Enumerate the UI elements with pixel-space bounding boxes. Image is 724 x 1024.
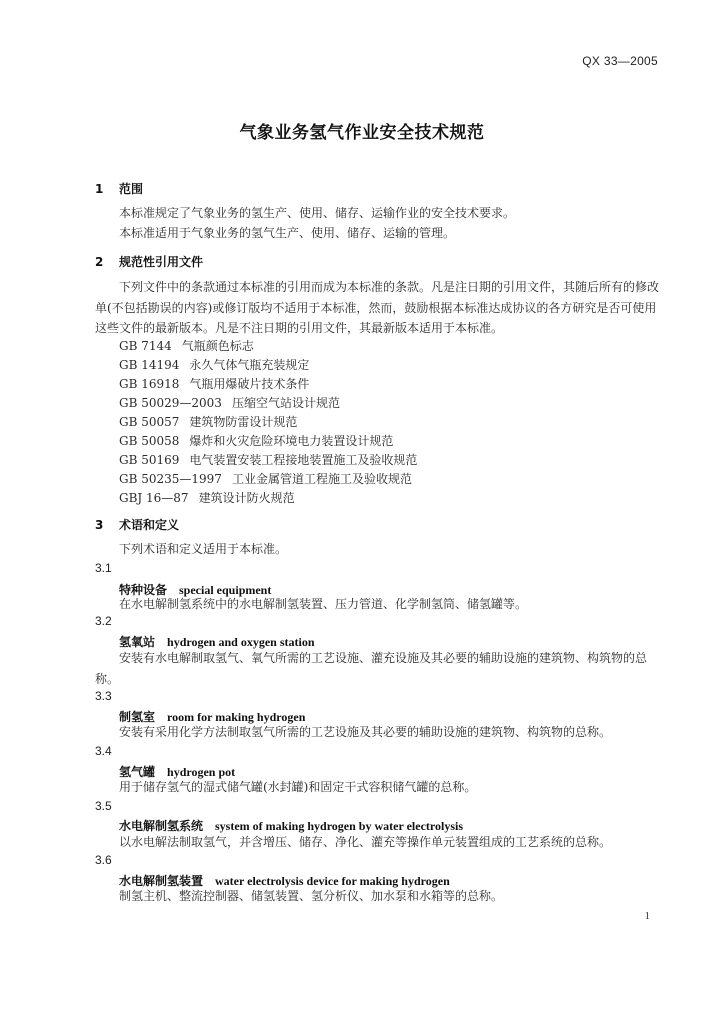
term-definition: 用于储存氢气的湿式储气罐(水封罐)和固定干式容积储气罐的总称。 <box>119 780 477 794</box>
section-heading-3 <box>95 516 179 533</box>
section-heading-1 <box>95 180 143 197</box>
reference-code: GB 16918 <box>119 377 180 391</box>
document-title: 气象业务氢气作业安全技术规范 <box>239 123 485 143</box>
section-number: 3 <box>95 518 104 532</box>
reference-name: 气瓶颜色标志 <box>181 339 254 353</box>
reference-code: GB 50169 <box>119 453 180 467</box>
reference-code: GB 50058 <box>119 434 180 448</box>
term-chinese: 特种设备 <box>119 583 168 597</box>
section-number: 1 <box>95 182 104 196</box>
term-number: 3.3 <box>95 689 112 703</box>
reference-name: 电气装置安装工程接地装置施工及验收规范 <box>189 453 418 467</box>
normative-references-intro: 下列文件中的条款通过本标准的引用而成为本标准的条款。凡是注日期的引用文件，其随后所有的修改单(不包括勘误的内容)或修订版均不适用于本标准，然而，鼓励根据本标准达成协议的各方研究是否可使用这些文件的最新版本。凡是不注日期的引用文件，其最新版本适用于本标准。 <box>95 280 660 335</box>
reference-name: 爆炸和火灾危险环境电力装置设计规范 <box>189 434 394 448</box>
reference-item <box>119 489 295 506</box>
reference-code: GBJ 16—87 <box>119 491 189 505</box>
reference-item <box>119 413 297 430</box>
reference-code: GB 7144 <box>119 339 172 353</box>
section-number: 2 <box>95 255 104 269</box>
terms-intro: 下列术语和定义适用于本标准。 <box>119 542 288 556</box>
reference-item <box>119 451 417 468</box>
reference-code: GB 50029—2003 <box>119 396 222 410</box>
reference-name: 工业金属管道工程施工及验收规范 <box>231 472 412 486</box>
reference-name: 压缩空气站设计规范 <box>231 396 340 410</box>
term-definition: 安装有采用化学方法制取氢气所需的工艺设施及其必要的辅助设施的建筑物、构筑物的总称。 <box>119 725 612 739</box>
term-english: room for making hydrogen <box>167 710 306 724</box>
reference-name: 建筑设计防火规范 <box>198 491 295 505</box>
standard-number: QX 33—2005 <box>582 54 658 68</box>
scope-paragraph-2: 本标准适用于气象业务的氢气生产、使用、储存、运输的管理。 <box>119 226 456 240</box>
term-english: hydrogen and oxygen station <box>167 635 315 649</box>
term-chinese: 氢气罐 <box>119 765 156 779</box>
term-number: 3.1 <box>95 561 112 575</box>
reference-code: GB 50057 <box>119 415 180 429</box>
scope-paragraph-1: 本标准规定了气象业务的氢生产、使用、储存、运输作业的安全技术要求。 <box>119 206 516 220</box>
term-number: 3.2 <box>95 614 112 628</box>
reference-name: 永久气体气瓶充装规定 <box>189 358 310 372</box>
term-definition: 以水电解法制取氢气，并含增压、储存、净化、灌充等操作单元装置组成的工艺系统的总称。 <box>119 835 612 849</box>
term-number: 3.5 <box>95 799 112 813</box>
term-definition: 在水电解制氢系统中的水电解制氢装置、压力管道、化学制氢筒、储氢罐等。 <box>119 597 528 611</box>
page-number: 1 <box>644 910 650 922</box>
reference-item <box>119 394 340 411</box>
section-title: 术语和定义 <box>119 518 180 532</box>
term-english: water electrolysis device for making hydrogen <box>215 874 450 888</box>
reference-item <box>119 356 309 373</box>
reference-code: GB 50235—1997 <box>119 472 222 486</box>
term-definition: 制氢主机、整流控制器、储氢装置、氢分析仪、加水泵和水箱等的总称。 <box>119 889 504 903</box>
term-english: special equipment <box>179 583 272 597</box>
term-chinese: 水电解制氢系统 <box>119 819 204 833</box>
reference-item <box>119 432 393 449</box>
term-chinese: 水电解制氢装置 <box>119 874 204 888</box>
term-definition: 安装有水电解制取氢气、氧气所需的工艺设施、灌充设施及其必要的辅助设施的建筑物、构筑物的总称。 <box>95 651 648 686</box>
reference-item <box>119 375 309 392</box>
section-title: 规范性引用文件 <box>119 255 204 269</box>
section-heading-2 <box>95 253 203 270</box>
term-chinese: 氢氧站 <box>119 635 156 649</box>
term-number: 3.4 <box>95 744 112 758</box>
term-chinese: 制氢室 <box>119 710 156 724</box>
reference-name: 气瓶用爆破片技术条件 <box>189 377 310 391</box>
reference-item <box>119 470 412 487</box>
section-title: 范围 <box>119 182 144 196</box>
reference-item <box>119 337 254 354</box>
term-english: hydrogen pot <box>167 765 236 779</box>
term-number: 3.6 <box>95 853 112 867</box>
term-english: system of making hydrogen by water electrolysis <box>215 819 464 833</box>
reference-name: 建筑物防雷设计规范 <box>189 415 298 429</box>
reference-code: GB 14194 <box>119 358 180 372</box>
